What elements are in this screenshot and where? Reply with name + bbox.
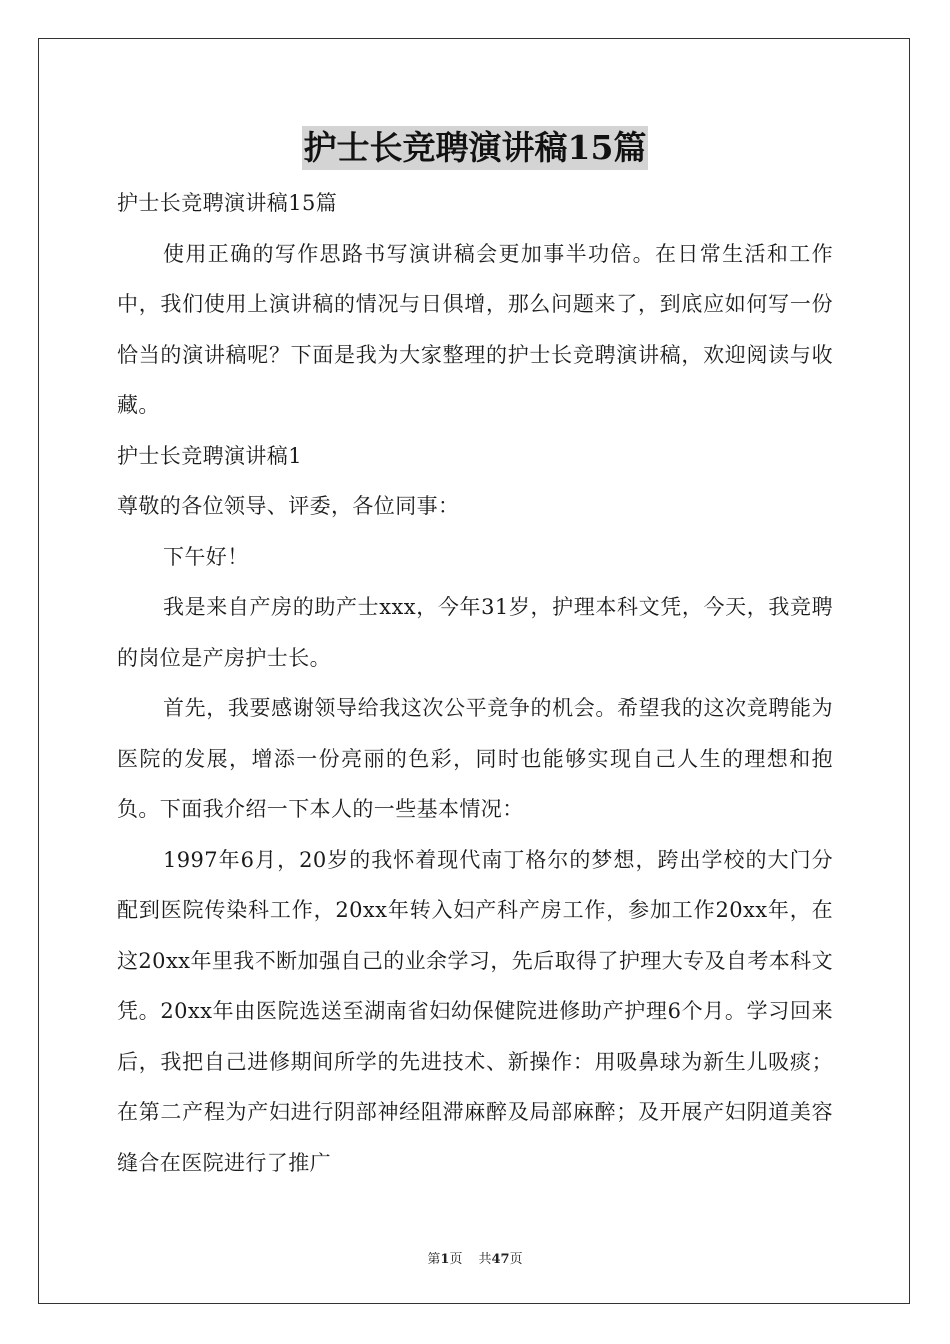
title-container [0, 126, 950, 170]
paragraph: 我是来自产房的助产士xxx，今年31岁，护理本科文凭，今天，我竞聘的岗位是产房护士长。 [117, 595, 833, 670]
document-title: 护士长竞聘演讲稿15篇 [302, 126, 649, 170]
paragraph: 使用正确的写作思路书写演讲稿会更加事半功倍。在日常生活和工作中，我们使用上演讲稿的情况与日俱增，那么问题来了，到底应如何写一份恰当的演讲稿呢？下面是我为大家整理的护士长竞聘演讲稿，欢迎阅读与收藏。 [117, 241, 833, 417]
total-prefix: 共 [478, 1252, 492, 1267]
paragraph: 1997年6月，20岁的我怀着现代南丁格尔的梦想，跨出学校的大门分配到医院传染科工作，20xx年转入妇产科产房工作，参加工作20xx年，在这20xx年里我不断加强自己的业余学习，先后取得了护理大专及自考本科文凭。20xx年由医院选送至湖南省妇幼保健院进修助产护理6个月。学习回来后，我把自己进修期间所学的先进技术、新操作：用吸鼻球为新生儿吸痰；在第二产程为产妇进行阴部神经阻滞麻醉及局部麻醉；及开展产妇阴道美容缝合在医院进行了推广 [117, 847, 833, 1175]
page-total: 47 [491, 1252, 510, 1267]
page-number: 1 [440, 1252, 450, 1267]
document-body [117, 178, 833, 1188]
page-prefix: 第 [427, 1252, 441, 1267]
paragraph: 护士长竞聘演讲稿15篇 [117, 191, 338, 215]
total-suffix: 页 [509, 1252, 523, 1267]
salutation: 尊敬的各位领导、评委，各位同事： [117, 494, 460, 518]
paragraph: 首先，我要感谢领导给我这次公平竞争的机会。希望我的这次竞聘能为医院的发展，增添一份亮丽的色彩，同时也能够实现自己人生的理想和抱负。下面我介绍一下本人的一些基本情况： [117, 696, 833, 821]
page-footer [0, 1248, 950, 1267]
section-heading: 护士长竞聘演讲稿1 [117, 443, 302, 468]
greeting: 下午好！ [163, 544, 249, 569]
page-suffix: 页 [449, 1252, 463, 1267]
